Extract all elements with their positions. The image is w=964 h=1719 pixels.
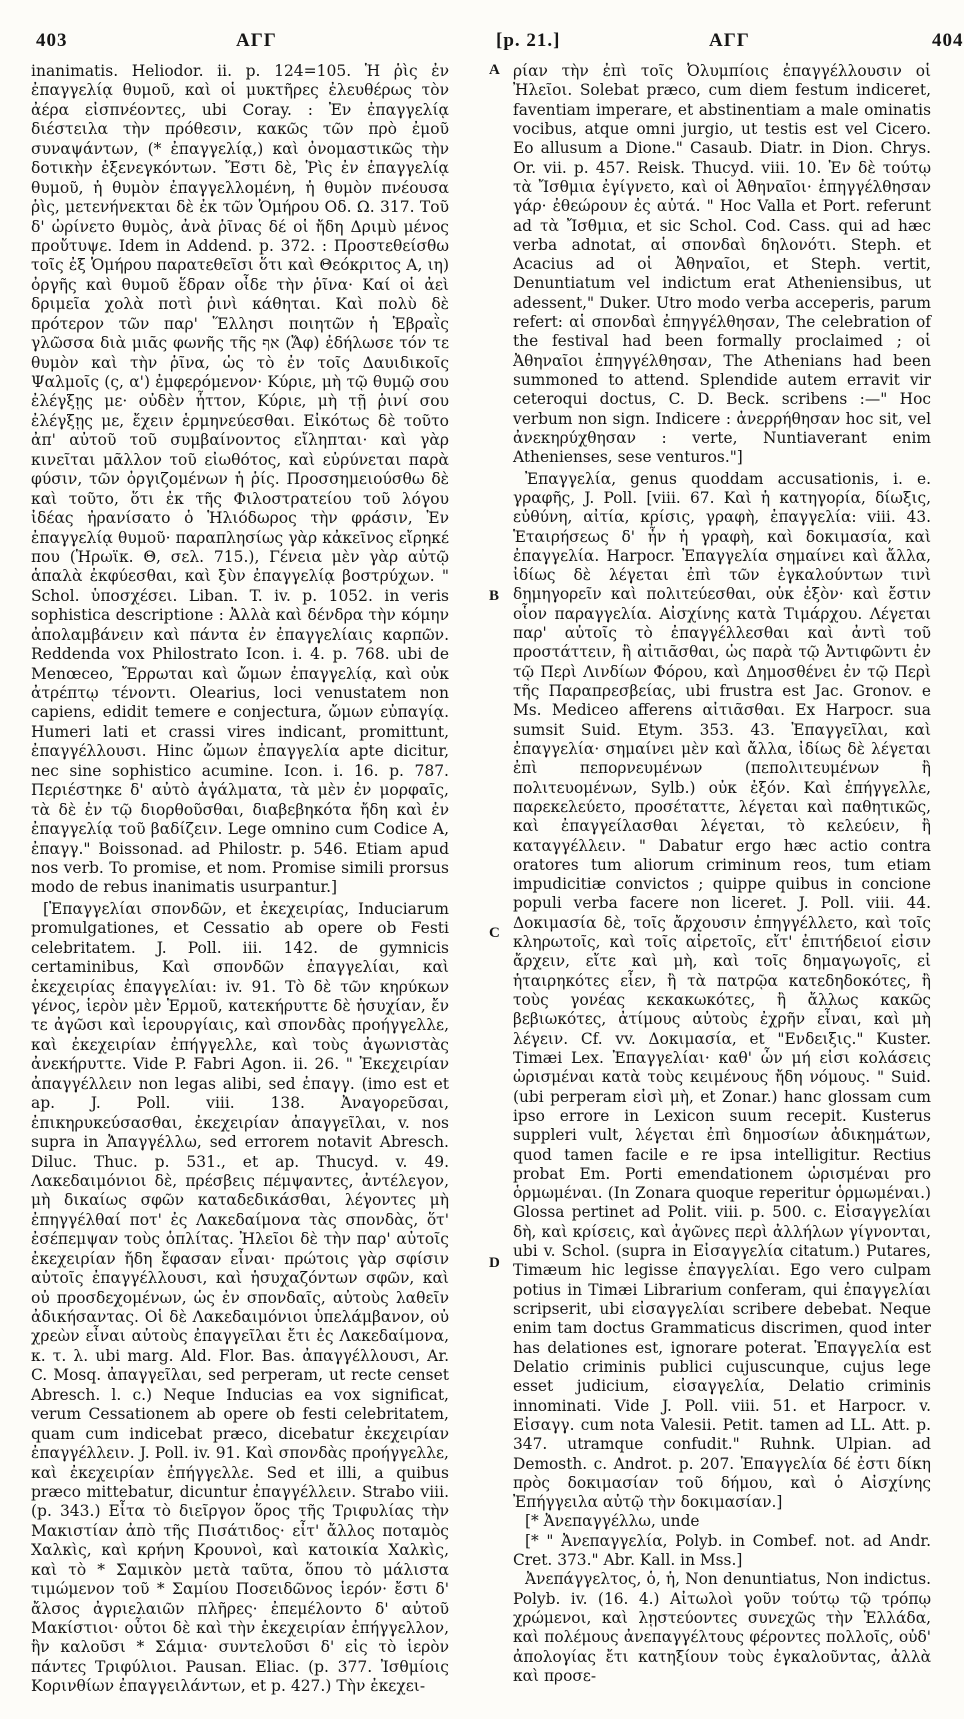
right-paragraph-3: [* Ἀνεπαγγέλλω, unde xyxy=(525,1512,700,1531)
right-column xyxy=(513,62,931,1686)
left-paragraph-1: inanimatis. Heliodor. ii. p. 124=105. Ἡ ῥὶς ἐν ἐπαγγελίᾳ θυμοῦ, καὶ οἱ μυκτῆρες ἐλευθέρως τὸν ἀέρα εἰσπνέοντες, ubi Coray. : Ἐν ἐπαγγελίᾳ διέστειλα τὴν πρόθεσιν, κακῶς τῶν πρὸ ἐμοῦ συναψάντων, (* ἐπαγγελίᾳ,) καὶ ὀνομαστικῶς τὴν δοτικὴν ἐξενεγκόντων. Ἔστι δὲ, Ῥὶς ἐν ἐπαγγελίᾳ θυμοῦ, ἡ θυμὸν ἐπαγγελλομένη, ἡ θυμὸν πνέουσα ῥὶς, μετενήνεκται δὲ ἐκ τῶν Ὁμήρου Οδ. Ω. 317. Τοῦ δ' ὠρίνετο θυμὸς, ἀνὰ ῥῖνας δέ οἱ ἤδη Δριμὺ μένος προὔτυψε. Idem in Addend. p. 372. : Προστεθείσθω τοῖς ἐξ Ὁμήρου παρατεθεῖσι ὅτι καὶ Θεόκριτος Α, ιη) ὀργῆς καὶ θυμοῦ ἕδραν οἶδε τὴν ῥῖνα· Καί οἱ ἀεὶ δριμεῖα χολὰ ποτὶ ῥινὶ κάθηται. Καὶ πολὺ δὲ πρότερον τῶν παρ' Ἕλλησι ποιητῶν ἡ Ἑβραῒς γλῶσσα διὰ μιᾶς φωνῆς τῆς אף (Ἄφ) ἐδήλωσε τόν τε θυμὸν καὶ τὴν ῥῖνα, ὡς τὸ ἐν τοῖς Δαυιδικοῖς Ψαλμοῖς (ς, α') ἐμφερόμενον· Κύριε, μὴ τῷ θυμῷ σου ἐλέγξῃς με· οὐδὲν ἧττον, Κύριε, μὴ τῇ ῥινί σου ἐλέγξῃς με, ἔχειν ἑρμηνεύεσθαι. Εἰκότως δὲ τοῦτο ἀπ' αὐτοῦ τοῦ συμβαίνοντος εἴληπται· καὶ γὰρ κινεῖται μᾶλλον τοῦ εἰωθότος, καὶ εὐρύνεται παρὰ φύσιν, τῶν ὀργιζομένων ἡ ῥίς. Προσσημειούσθω δὲ καὶ τοῦτο, ὅτι ἐκ τῆς Φιλοστρατείου τοῦ λόγου ἰδέας ἠρανίσατο ὁ Ἡλιόδωρος τὴν φράσιν, Ἐν ἐπαγγελίᾳ θυμοῦ· παραπλησίως γὰρ κἀκεῖνος εἴρηκέ που (Ἡρωϊκ. Θ, σελ. 715.), Γένεια μὲν γὰρ αὐτῷ ἁπαλὰ ἐκφύεσθαι, καὶ ξὺν ἐπαγγελίᾳ βοστρύχων. " Schol. ὑποσχέσει. Liban. T. iv. p. 1052. in veris sophistica descriptione : Ἀλλὰ καὶ δένδρα τὴν κόμην ἀπολαμβάνειν καὶ πάντα ἐν ἐπαγγελίαις καρπῶν. Reddenda vox Philostrato Icon. i. 4. p. 768. ubi de Menœceo, Ἔρρωται καὶ ὤμων ἐπαγγελίᾳ, καὶ οὐκ ἀτρέπτῳ τένοντι. Olearius, loci venustatem non capiens, edidit temere e conjectura, ὤμων εὐπαγίᾳ. Humeri lati et crassi vires indicant, promittunt, ἐπαγγέλλουσι. Hinc ὤμων ἐπαγγελία apte dicitur, nec sine sophistico acumine. Icon. i. 16. p. 787. Περιέστηκε δ' αὐτὸ ἀγάλματα, τὰ μὲν ἐν μορφαῖς, τὰ δὲ ἐν τῷ διορθοῦσθαι, διαβεβηκότα ἤδη καὶ ἐν ἐπαγγελίᾳ τοῦ βαδίζειν. Lege omnino cum Codice A, ἐπαγγ." Boissonad. ad Philostr. p. 546. Etiam apud nos verb. To promise, et nom. Promise simili prorsus modo de rebus inanimatis usurpantur.] xyxy=(31,62,449,897)
headword-right: ΑΓΓ xyxy=(709,30,750,51)
page-number-right: 404 xyxy=(932,30,964,51)
margin-letter-d: D xyxy=(489,1255,500,1271)
running-header xyxy=(14,24,964,60)
headword-left: ΑΓΓ xyxy=(236,30,277,51)
page-number-left: 403 xyxy=(36,30,68,51)
section-marker: [p. 21.] xyxy=(496,30,561,51)
left-column xyxy=(31,62,449,1697)
margin-letter-a: A xyxy=(489,62,500,78)
left-paragraph-2: [Ἐπαγγελίαι σπονδῶν, et ἐκεχειρίας, Induciarum promulgationes, et Cessatio ab opere ob Festi celebritatem. J. Poll. iii. 142. de gymnicis certaminibus, Καὶ σπονδῶν ἐπαγγελίαι, καὶ ἐκεχειρίας ἐπαγγελίαι: iv. 91. Τὸ δὲ τῶν κηρύκων γένος, ἱερὸν μὲν Ἑρμοῦ, κατεκήρυττε δὲ ἡσυχίαν, ἔν τε ἀγῶσι καὶ ἱερουργίαις, καὶ σπονδὰς προήγγελλε, καὶ ἐκεχειρίαν ἐπήγγελλε, καὶ τοὺς ἀγωνιστὰς ἀνεκήρυττε. Vide P. Fabri Agon. ii. 26. " Ἐκεχειρίαν ἀπαγγέλλειν non legas alibi, sed ἐπαγγ. (imo est et ap. J. Poll. viii. 138. Ἀναγορεῦσαι, ἐπικηρυκεύσασθαι, ἐκεχειρίαν ἀπαγγεῖλαι, v. nos supra in Ἀπαγγέλλω, sed errorem notavit Abresch. Diluc. Thuc. p. 531., et ap. Thucyd. v. 49. Λακεδαιμόνιοι δὲ, πρέσβεις πέμψαντες, ἀντέλεγον, μὴ δικαίως σφῶν καταδεδικάσθαι, λέγοντες μὴ ἐπηγγέλθαί ποτ' ἐς Λακεδαίμονα τὰς σπονδὰς, ὅτ' ἐσέπεμψαν τοὺς ὁπλίτας. Ἠλεῖοι δὲ τὴν παρ' αὐτοῖς ἐκεχειρίαν ἤδη ἔφασαν εἶναι· πρώτοις γὰρ σφίσιν αὐτοῖς ἐπαγγέλλουσι, καὶ ἡσυχαζόντων σφῶν, καὶ οὐ προσδεχομένων, ὡς ἐν σπονδαῖς, αὐτοὺς λαθεῖν ἀδικήσαντας. Οἱ δὲ Λακεδαιμόνιοι ὑπελάμβανον, οὐ χρεὼν εἶναι αὐτοὺς ἐπαγγεῖλαι ἔτι ἐς Λακεδαίμονα, κ. τ. λ. ubi marg. Ald. Flor. Bas. ἀπαγγέλλουσι, Ar. C. Mosq. ἀπαγγεῖλαι, sed perperam, ut recte censet Abresch. l. c.) Neque Inducias ea vox significat, verum Cessationem ab opere ob festi celebritatem, quam cum indicebat præco, dicebatur ἐκεχειρίαν ἐπαγγέλλειν. J. Poll. iv. 91. Καὶ σπονδὰς προήγγελλε, καὶ ἐκεχειρίαν ἐπήγγελλε. Sed et illi, a quibus præco mittebatur, dicuntur ἐπαγγέλλειν. Strabo viii. (p. 343.) Εἶτα τὸ διεῖργον ὅρος τῆς Τριφυλίας τὴν Μακιστίαν ἀπὸ τῆς Πισάτιδος· εἶτ' ἄλλος ποταμὸς Χαλκὶς, καὶ κρήνη Κρουνοὶ, καὶ κατοικία Χαλκὶς, καὶ τὸ * Σαμικὸν μετὰ ταῦτα, ὅπου τὸ μάλιστα τιμώμενον τοῦ * Σαμίου Ποσειδῶνος ἱερόν· ἔστι δ' ἄλσος ἀγριελαιῶν πλῆρες· ἐπεμέλοντο δ' αὐτοῦ Μακίστιοι· οὗτοι δὲ καὶ τὴν ἐκεχειρίαν ἐπήγγελλον, ἣν καλοῦσι * Σάμια· συντελοῦσι δ' εἰς τὸ ἱερὸν πάντες Τριφύλιοι. Pausan. Eliac. (p. 377. Ἰσθμίοις Κορινθίων ἐπαγγειλάντων, et p. 427.) Τὴν ἐκεχει- xyxy=(31,899,449,1696)
margin-letter-b: B xyxy=(489,588,500,604)
right-paragraph-5: Ἀνεπάγγελτος, ὁ, ἡ, Non denuntiatus, Non indictus. Polyb. iv. (16. 4.) Αἰτωλοὶ γοῦν τούτῳ τῷ τρόπῳ χρώμενοι, καὶ λῃστεύοντες συνεχῶς τὴν Ἑλλάδα, καὶ πολέμους ἀνεπαγγέλτους φέροντες πολλοῖς, οὐδ' ἀπολογίας ἔτι κατηξίουν τοὺς ἐγκαλοῦντας, ἀλλὰ καὶ προσε- xyxy=(513,1570,931,1685)
right-paragraph-2: Ἐπαγγελία, genus quoddam accusationis, i. e. γραφῆς, J. Poll. [viii. 67. Καὶ ἡ κατηγορία, δίωξις, εὐθύνη, αἰτία, κρίσις, γραφὴ, ἐπαγγελία: viii. 43. Ἑταιρήσεως δ' ἦν ἡ γραφὴ, καὶ δοκιμασία, καὶ ἐπαγγελία. Harpocr. Ἐπαγγελία σημαίνει καὶ ἄλλα, ἰδίως δὲ λέγεται ἐπὶ τῶν ἐγκαλούντων τινὶ δημηγορεῖν καὶ πολιτεύεσθαι, οὐκ ἐξὸν· καὶ ἔστιν οἷον παραγγελία. Αἰσχίνης κατὰ Τιμάρχου. Λέγεται παρ' αὐτοῖς τὸ ἐπαγγέλλεσθαι καὶ ἀντὶ τοῦ προστάττειν, ἢ αἰτιᾶσθαι, ὡς παρὰ τῷ Ἀντιφῶντι ἐν τῷ Περὶ Λινδίων Φόρου, καὶ Δημοσθένει ἐν τῷ Περὶ τῆς Παραπρεσβείας, ubi frustra est Jac. Gronov. e Ms. Mediceo afferens αἰτιᾶσθαι. Ex Harpocr. sua sumsit Suid. Etym. 353. 43. Ἐπαγγεῖλαι, καὶ ἐπαγγελία· σημαίνει μὲν καὶ ἄλλα, ἰδίως δὲ λέγεται ἐπὶ πεπορνευμένων (πεπολιτευμένων ἢ πολιτευομένων, Sylb.) οὐκ ἐξόν. Καὶ ἐπήγγελλε, παρεκελεύετο, προσέταττε, λέγεται καὶ παθητικῶς, καὶ ἐπαγγείλασθαι λέγεται, τὸ κελεύειν, ἢ καταγγέλλειν. " Dabatur ergo hæc actio contra oratores tum aliorum criminum reos, tum etiam impudicitiæ convictos ; quippe quibus in concione populi verba facere non liceret. J. Poll. viii. 44. Δοκιμασία δὲ, τοῖς ἄρχουσιν ἐπηγγέλλετο, καὶ τοῖς κληρωτοῖς, καὶ τοῖς αἱρετοῖς, εἴτ' ἐπιτήδειοί εἰσιν ἄρχειν, εἴτε καὶ μὴ, καὶ τοῖς δημαγωγοῖς, εἰ ἡταιρηκότες εἶεν, ἢ τὰ πατρῷα κατεδηδοκότες, ἢ τοὺς γονέας κεκακωκότες, ἢ ἄλλως κακῶς βεβιωκότες, ἀτίμους αὐτοὺς ἐχρῆν εἶναι, καὶ μὴ λέγειν. Cf. vv. Δοκιμασία, et "Ενδειξις." Kuster. Timæi Lex. Ἐπαγγελίαι· καθ' ὧν μή εἰσι κολάσεις ὡρισμέναι κατὰ τοὺς κειμένους ἤδη νόμους. " Suid. (ubi perperam εἰσὶ μὴ, et Zonar.) hanc glossam cum ipso errore in Lexicon suum recepit. Kusterus suppleri vult, λέγεται ἐπὶ δημοσίων ἀδικημάτων, quod tamen facile e re ipsa intelligitur. Rectius probat Em. Porti emendationem ὡρισμέναι pro ὁρμωμέναι. (In Zonara quoque reperitur ὁρμωμέναι.) Glossa pertinet ad Polit. viii. p. 500. c. Εἰσαγγελίαι δὴ, καὶ κρίσεις, καὶ ἀγῶνες περὶ ἀλλήλων γίγνονται, ubi v. Schol. (supra in Εἰσαγγελία citatum.) Putares, Timæum hic legisse ἐπαγγελίαι. Ego vero culpam potius in Timæi Librarium conferam, qui ἐπαγγελίαι scripserit, ubi εἰσαγγελίαι scribere debebat. Neque enim tam doctus Grammaticus discrimen, quod inter has delationes est, ignorare poterat. Ἐπαγγελία est Delatio criminis publici cujuscunque, cujus lege esset judicium, εἰσαγγελία, Delatio criminis innominati. Vide J. Poll. viii. 51. et Harpocr. v. Εἰσαγγ. cum nota Valesii. Petit. tamen ad LL. Att. p. 347. utramque confudit." Ruhnk. Ulpian. ad Demosth. c. Androt. p. 207. Ἐπαγγελία δέ ἐστι δίκη πρὸς δοκιμασίαν τοῦ δήμου, καὶ ὁ Αἰσχίνης Ἐπήγγειλα αὐτῷ τὴν δοκιμασίαν.] xyxy=(513,469,931,1512)
right-paragraph-4: [* " Ἀνεπαγγελία, Polyb. in Combef. not. ad Andr. Cret. 373." Abr. Kall. in Mss.] xyxy=(513,1531,931,1570)
margin-letter-c: C xyxy=(489,925,500,941)
right-paragraph-1: ρίαν τὴν ἐπὶ τοῖς Ὀλυμπίοις ἐπαγγέλλουσιν οἱ Ἠλεῖοι. Solebat præco, cum diem festum indiceret, faventiam imperare, et abstinentiam a male ominatis vocibus, atque omni jurgio, ut testis est vel Cicero. Eo allusum a Dione." Casaub. Diatr. in Dion. Chrys. Or. vii. p. 457. Reisk. Thucyd. viii. 10. Ἐν δὲ τούτῳ τὰ Ἴσθμια ἐγίγνετο, καὶ οἱ Ἀθηναῖοι· ἐπηγγέλθησαν γάρ· ἐθεώρουν ἐς αὐτά. " Hoc Valla et Port. referunt ad τὰ Ἴσθμια, et sic Schol. Cod. Cass. qui ad hæc verba adnotat, αἱ σπονδαὶ δηλονότι. Steph. et Acacius ad οἱ Ἀθηναῖοι, et Steph. vertit, Denuntiatum vel indictum erat Atheniensibus, ut adessent," Duker. Utro modo verba acceperis, parum refert: αἱ σπονδαὶ ἐπηγγέλθησαν, The celebration of the festival had been formally proclaimed ; οἱ Ἀθηναῖοι ἐπηγγέλθησαν, The Athenians had been summoned to attend. Splendide autem erravit vir ceteroqui doctus, C. D. Beck. scribens :—" Hoc verbum non sign. Indicere : ἀνερρήθησαν hoc sit, vel ἀνεκηρύχθησαν : verte, Nuntiaverant enim Athenienses, sese venturos."] xyxy=(513,62,931,467)
